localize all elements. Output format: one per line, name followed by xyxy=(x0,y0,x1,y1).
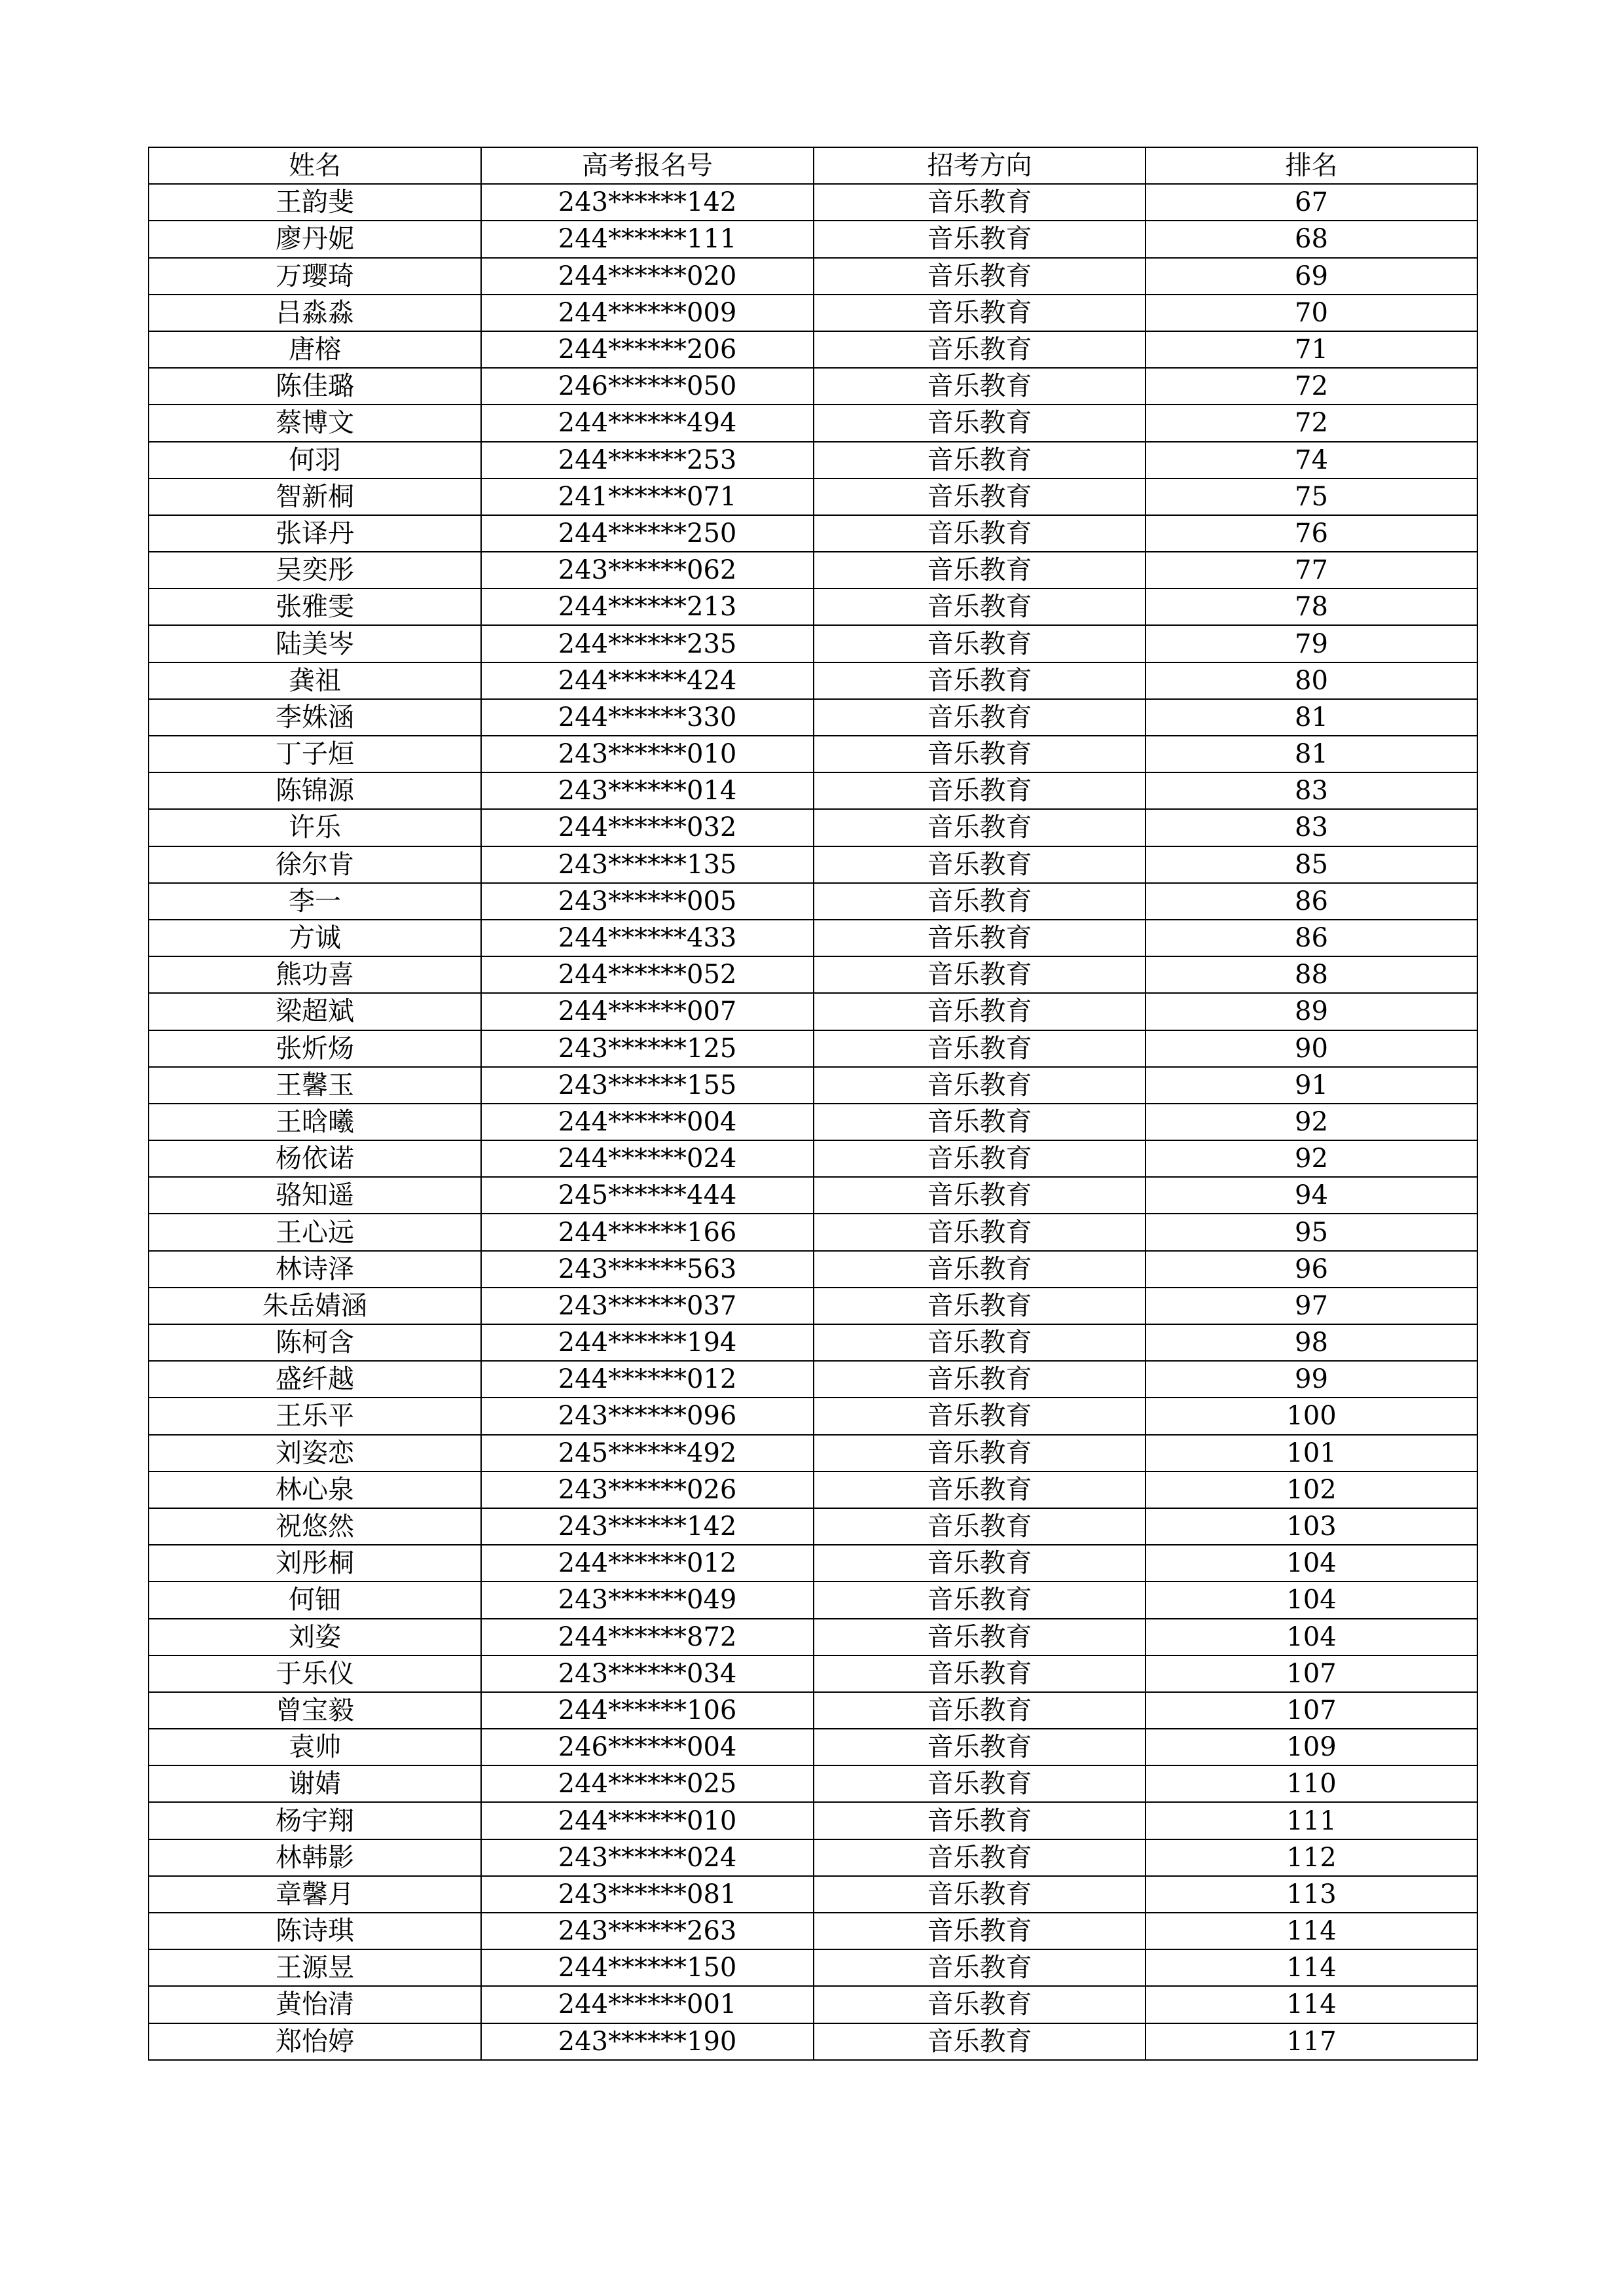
table-row xyxy=(149,515,1477,552)
cell-rank: 72 xyxy=(1146,405,1477,441)
table-row xyxy=(149,1398,1477,1434)
cell-name: 刘彤桐 xyxy=(149,1545,481,1581)
cell-rank: 85 xyxy=(1146,846,1477,883)
ranking-table xyxy=(148,147,1478,2061)
cell-registration-number: 243******563 xyxy=(481,1251,814,1288)
cell-rank: 68 xyxy=(1146,221,1477,257)
table-row xyxy=(149,1876,1477,1913)
table-row xyxy=(149,184,1477,221)
cell-registration-number: 244******424 xyxy=(481,662,814,699)
cell-registration-number: 243******024 xyxy=(481,1839,814,1876)
cell-rank: 102 xyxy=(1146,1472,1477,1508)
table-row xyxy=(149,1177,1477,1214)
cell-name: 刘姿恋 xyxy=(149,1435,481,1472)
table-row xyxy=(149,1839,1477,1876)
cell-registration-number: 243******010 xyxy=(481,736,814,772)
table-row xyxy=(149,331,1477,368)
cell-direction: 音乐教育 xyxy=(814,1876,1146,1913)
cell-direction: 音乐教育 xyxy=(814,1472,1146,1508)
cell-name: 黄怡清 xyxy=(149,1986,481,2023)
cell-registration-number: 244******150 xyxy=(481,1949,814,1986)
cell-name: 朱岳婧涵 xyxy=(149,1288,481,1324)
cell-direction: 音乐教育 xyxy=(814,184,1146,221)
cell-name: 李一 xyxy=(149,883,481,920)
cell-direction: 音乐教育 xyxy=(814,1692,1146,1729)
cell-name: 郑怡婷 xyxy=(149,2023,481,2060)
cell-rank: 83 xyxy=(1146,809,1477,846)
table-row xyxy=(149,809,1477,846)
cell-registration-number: 245******492 xyxy=(481,1435,814,1472)
cell-registration-number: 244******494 xyxy=(481,405,814,441)
cell-name: 梁超斌 xyxy=(149,993,481,1030)
cell-registration-number: 244******007 xyxy=(481,993,814,1030)
cell-registration-number: 244******106 xyxy=(481,1692,814,1729)
cell-rank: 109 xyxy=(1146,1729,1477,1765)
cell-name: 曾宝毅 xyxy=(149,1692,481,1729)
cell-direction: 音乐教育 xyxy=(814,956,1146,993)
cell-name: 杨宇翔 xyxy=(149,1802,481,1839)
table-row xyxy=(149,1692,1477,1729)
cell-rank: 81 xyxy=(1146,736,1477,772)
header-rank: 排名 xyxy=(1146,147,1477,184)
table-row xyxy=(149,662,1477,699)
cell-name: 方诚 xyxy=(149,920,481,956)
cell-registration-number: 243******190 xyxy=(481,2023,814,2060)
cell-rank: 86 xyxy=(1146,920,1477,956)
cell-direction: 音乐教育 xyxy=(814,479,1146,515)
cell-registration-number: 243******135 xyxy=(481,846,814,883)
table-row xyxy=(149,1324,1477,1361)
cell-rank: 77 xyxy=(1146,552,1477,588)
cell-rank: 107 xyxy=(1146,1655,1477,1692)
table-row xyxy=(149,1581,1477,1618)
cell-direction: 音乐教育 xyxy=(814,625,1146,662)
cell-name: 王源昱 xyxy=(149,1949,481,1986)
cell-rank: 74 xyxy=(1146,442,1477,479)
cell-name: 王乐平 xyxy=(149,1398,481,1434)
table-row xyxy=(149,479,1477,515)
cell-name: 张炘炀 xyxy=(149,1030,481,1067)
cell-name: 廖丹妮 xyxy=(149,221,481,257)
table-row xyxy=(149,625,1477,662)
cell-rank: 75 xyxy=(1146,479,1477,515)
cell-registration-number: 244******052 xyxy=(481,956,814,993)
cell-rank: 78 xyxy=(1146,588,1477,625)
table-row xyxy=(149,1619,1477,1655)
cell-registration-number: 241******071 xyxy=(481,479,814,515)
cell-name: 智新桐 xyxy=(149,479,481,515)
cell-rank: 79 xyxy=(1146,625,1477,662)
cell-direction: 音乐教育 xyxy=(814,1104,1146,1140)
cell-rank: 114 xyxy=(1146,1913,1477,1949)
table-row xyxy=(149,956,1477,993)
cell-registration-number: 244******111 xyxy=(481,221,814,257)
cell-name: 龚祖 xyxy=(149,662,481,699)
cell-name: 许乐 xyxy=(149,809,481,846)
cell-registration-number: 243******155 xyxy=(481,1067,814,1104)
cell-direction: 音乐教育 xyxy=(814,552,1146,588)
cell-name: 张雅雯 xyxy=(149,588,481,625)
table-row xyxy=(149,405,1477,441)
cell-name: 徐尔肯 xyxy=(149,846,481,883)
cell-direction: 音乐教育 xyxy=(814,588,1146,625)
cell-direction: 音乐教育 xyxy=(814,993,1146,1030)
cell-name: 王韵斐 xyxy=(149,184,481,221)
table-header-row xyxy=(149,147,1477,184)
cell-direction: 音乐教育 xyxy=(814,1619,1146,1655)
cell-direction: 音乐教育 xyxy=(814,662,1146,699)
cell-name: 万璎琦 xyxy=(149,258,481,295)
cell-direction: 音乐教育 xyxy=(814,1655,1146,1692)
cell-registration-number: 244******206 xyxy=(481,331,814,368)
cell-direction: 音乐教育 xyxy=(814,1177,1146,1214)
cell-registration-number: 243******142 xyxy=(481,1508,814,1545)
cell-name: 袁帅 xyxy=(149,1729,481,1765)
cell-direction: 音乐教育 xyxy=(814,1067,1146,1104)
cell-registration-number: 244******235 xyxy=(481,625,814,662)
table-row xyxy=(149,221,1477,257)
cell-registration-number: 243******049 xyxy=(481,1581,814,1618)
cell-direction: 音乐教育 xyxy=(814,1398,1146,1434)
table-row xyxy=(149,1508,1477,1545)
cell-direction: 音乐教育 xyxy=(814,258,1146,295)
cell-rank: 95 xyxy=(1146,1214,1477,1250)
table-row xyxy=(149,1435,1477,1472)
cell-registration-number: 244******010 xyxy=(481,1802,814,1839)
cell-rank: 103 xyxy=(1146,1508,1477,1545)
cell-direction: 音乐教育 xyxy=(814,1324,1146,1361)
cell-direction: 音乐教育 xyxy=(814,295,1146,331)
cell-name: 盛纤越 xyxy=(149,1361,481,1398)
cell-registration-number: 244******020 xyxy=(481,258,814,295)
table-row xyxy=(149,1729,1477,1765)
cell-rank: 71 xyxy=(1146,331,1477,368)
cell-direction: 音乐教育 xyxy=(814,331,1146,368)
table-row xyxy=(149,588,1477,625)
cell-direction: 音乐教育 xyxy=(814,1913,1146,1949)
cell-rank: 107 xyxy=(1146,1692,1477,1729)
cell-name: 林诗泽 xyxy=(149,1251,481,1288)
table-row xyxy=(149,442,1477,479)
cell-rank: 96 xyxy=(1146,1251,1477,1288)
table-row xyxy=(149,1067,1477,1104)
cell-rank: 92 xyxy=(1146,1140,1477,1177)
cell-name: 何羽 xyxy=(149,442,481,479)
table-row xyxy=(149,1030,1477,1067)
cell-direction: 音乐教育 xyxy=(814,846,1146,883)
cell-rank: 114 xyxy=(1146,1949,1477,1986)
cell-registration-number: 245******444 xyxy=(481,1177,814,1214)
cell-name: 骆知遥 xyxy=(149,1177,481,1214)
cell-direction: 音乐教育 xyxy=(814,1839,1146,1876)
cell-registration-number: 243******142 xyxy=(481,184,814,221)
cell-rank: 113 xyxy=(1146,1876,1477,1913)
cell-rank: 101 xyxy=(1146,1435,1477,1472)
cell-name: 林韩影 xyxy=(149,1839,481,1876)
table-row xyxy=(149,1545,1477,1581)
table-row xyxy=(149,1949,1477,1986)
header-direction: 招考方向 xyxy=(814,147,1146,184)
table-row xyxy=(149,736,1477,772)
table-row xyxy=(149,1986,1477,2023)
cell-direction: 音乐教育 xyxy=(814,515,1146,552)
cell-name: 章馨月 xyxy=(149,1876,481,1913)
cell-registration-number: 244******250 xyxy=(481,515,814,552)
cell-rank: 91 xyxy=(1146,1067,1477,1104)
table-row xyxy=(149,846,1477,883)
cell-name: 杨依诺 xyxy=(149,1140,481,1177)
table-row xyxy=(149,368,1477,405)
cell-direction: 音乐教育 xyxy=(814,1545,1146,1581)
cell-direction: 音乐教育 xyxy=(814,1030,1146,1067)
table-row xyxy=(149,1140,1477,1177)
table-row xyxy=(149,1802,1477,1839)
cell-registration-number: 244******024 xyxy=(481,1140,814,1177)
cell-registration-number: 244******004 xyxy=(481,1104,814,1140)
cell-registration-number: 243******125 xyxy=(481,1030,814,1067)
cell-registration-number: 243******037 xyxy=(481,1288,814,1324)
cell-name: 何钿 xyxy=(149,1581,481,1618)
cell-registration-number: 244******001 xyxy=(481,1986,814,2023)
cell-registration-number: 246******004 xyxy=(481,1729,814,1765)
table-row xyxy=(149,552,1477,588)
cell-name: 祝悠然 xyxy=(149,1508,481,1545)
cell-registration-number: 243******026 xyxy=(481,1472,814,1508)
table-row xyxy=(149,883,1477,920)
cell-rank: 89 xyxy=(1146,993,1477,1030)
cell-rank: 112 xyxy=(1146,1839,1477,1876)
cell-direction: 音乐教育 xyxy=(814,1251,1146,1288)
header-name: 姓名 xyxy=(149,147,481,184)
table-row xyxy=(149,1913,1477,1949)
cell-registration-number: 244******433 xyxy=(481,920,814,956)
cell-name: 吴奕彤 xyxy=(149,552,481,588)
cell-rank: 94 xyxy=(1146,1177,1477,1214)
cell-registration-number: 246******050 xyxy=(481,368,814,405)
cell-registration-number: 244******032 xyxy=(481,809,814,846)
cell-direction: 音乐教育 xyxy=(814,1214,1146,1250)
cell-name: 于乐仪 xyxy=(149,1655,481,1692)
cell-name: 陈柯含 xyxy=(149,1324,481,1361)
table-row xyxy=(149,2023,1477,2060)
cell-registration-number: 243******062 xyxy=(481,552,814,588)
cell-name: 李姝涵 xyxy=(149,699,481,736)
cell-name: 陈佳璐 xyxy=(149,368,481,405)
cell-direction: 音乐教育 xyxy=(814,1508,1146,1545)
cell-registration-number: 243******263 xyxy=(481,1913,814,1949)
cell-direction: 音乐教育 xyxy=(814,699,1146,736)
cell-direction: 音乐教育 xyxy=(814,442,1146,479)
cell-registration-number: 243******034 xyxy=(481,1655,814,1692)
cell-registration-number: 244******872 xyxy=(481,1619,814,1655)
cell-rank: 76 xyxy=(1146,515,1477,552)
cell-direction: 音乐教育 xyxy=(814,736,1146,772)
cell-registration-number: 243******014 xyxy=(481,772,814,809)
cell-rank: 67 xyxy=(1146,184,1477,221)
table-row xyxy=(149,1472,1477,1508)
table-row xyxy=(149,1288,1477,1324)
cell-registration-number: 244******166 xyxy=(481,1214,814,1250)
table-row xyxy=(149,1104,1477,1140)
cell-name: 吕淼淼 xyxy=(149,295,481,331)
table-row xyxy=(149,699,1477,736)
table-row xyxy=(149,1361,1477,1398)
cell-name: 丁子烜 xyxy=(149,736,481,772)
cell-name: 蔡博文 xyxy=(149,405,481,441)
cell-registration-number: 244******253 xyxy=(481,442,814,479)
cell-registration-number: 244******194 xyxy=(481,1324,814,1361)
table-row xyxy=(149,993,1477,1030)
cell-direction: 音乐教育 xyxy=(814,1986,1146,2023)
cell-direction: 音乐教育 xyxy=(814,1435,1146,1472)
cell-direction: 音乐教育 xyxy=(814,368,1146,405)
cell-name: 王晗曦 xyxy=(149,1104,481,1140)
cell-registration-number: 243******005 xyxy=(481,883,814,920)
cell-rank: 98 xyxy=(1146,1324,1477,1361)
cell-rank: 114 xyxy=(1146,1986,1477,2023)
cell-rank: 72 xyxy=(1146,368,1477,405)
table-body xyxy=(149,184,1477,2060)
cell-rank: 104 xyxy=(1146,1545,1477,1581)
cell-rank: 97 xyxy=(1146,1288,1477,1324)
cell-name: 陆美岑 xyxy=(149,625,481,662)
cell-registration-number: 244******009 xyxy=(481,295,814,331)
cell-rank: 117 xyxy=(1146,2023,1477,2060)
cell-name: 林心泉 xyxy=(149,1472,481,1508)
cell-rank: 90 xyxy=(1146,1030,1477,1067)
cell-direction: 音乐教育 xyxy=(814,809,1146,846)
cell-name: 王馨玉 xyxy=(149,1067,481,1104)
cell-direction: 音乐教育 xyxy=(814,1802,1146,1839)
cell-registration-number: 243******096 xyxy=(481,1398,814,1434)
cell-registration-number: 244******012 xyxy=(481,1545,814,1581)
cell-rank: 70 xyxy=(1146,295,1477,331)
cell-rank: 69 xyxy=(1146,258,1477,295)
cell-direction: 音乐教育 xyxy=(814,1949,1146,1986)
table-row xyxy=(149,1655,1477,1692)
cell-rank: 81 xyxy=(1146,699,1477,736)
cell-registration-number: 244******213 xyxy=(481,588,814,625)
cell-rank: 83 xyxy=(1146,772,1477,809)
cell-rank: 111 xyxy=(1146,1802,1477,1839)
cell-direction: 音乐教育 xyxy=(814,920,1146,956)
table-row xyxy=(149,920,1477,956)
cell-name: 谢婧 xyxy=(149,1765,481,1802)
cell-registration-number: 244******012 xyxy=(481,1361,814,1398)
cell-name: 刘姿 xyxy=(149,1619,481,1655)
cell-rank: 86 xyxy=(1146,883,1477,920)
cell-direction: 音乐教育 xyxy=(814,1361,1146,1398)
table-row xyxy=(149,258,1477,295)
cell-direction: 音乐教育 xyxy=(814,1729,1146,1765)
header-registration-number: 高考报名号 xyxy=(481,147,814,184)
cell-rank: 104 xyxy=(1146,1581,1477,1618)
cell-direction: 音乐教育 xyxy=(814,1140,1146,1177)
cell-direction: 音乐教育 xyxy=(814,1765,1146,1802)
cell-direction: 音乐教育 xyxy=(814,221,1146,257)
cell-name: 陈锦源 xyxy=(149,772,481,809)
table-row xyxy=(149,295,1477,331)
cell-rank: 80 xyxy=(1146,662,1477,699)
cell-name: 张译丹 xyxy=(149,515,481,552)
cell-registration-number: 244******330 xyxy=(481,699,814,736)
cell-rank: 92 xyxy=(1146,1104,1477,1140)
table-row xyxy=(149,1214,1477,1250)
cell-rank: 88 xyxy=(1146,956,1477,993)
cell-registration-number: 244******025 xyxy=(481,1765,814,1802)
cell-direction: 音乐教育 xyxy=(814,405,1146,441)
cell-direction: 音乐教育 xyxy=(814,883,1146,920)
table-row xyxy=(149,1251,1477,1288)
cell-direction: 音乐教育 xyxy=(814,1288,1146,1324)
cell-rank: 104 xyxy=(1146,1619,1477,1655)
cell-registration-number: 243******081 xyxy=(481,1876,814,1913)
cell-name: 陈诗琪 xyxy=(149,1913,481,1949)
table-row xyxy=(149,772,1477,809)
cell-rank: 110 xyxy=(1146,1765,1477,1802)
cell-direction: 音乐教育 xyxy=(814,772,1146,809)
table-row xyxy=(149,1765,1477,1802)
cell-direction: 音乐教育 xyxy=(814,1581,1146,1618)
cell-name: 王心远 xyxy=(149,1214,481,1250)
cell-name: 唐榕 xyxy=(149,331,481,368)
cell-rank: 100 xyxy=(1146,1398,1477,1434)
cell-name: 熊功喜 xyxy=(149,956,481,993)
cell-direction: 音乐教育 xyxy=(814,2023,1146,2060)
cell-rank: 99 xyxy=(1146,1361,1477,1398)
